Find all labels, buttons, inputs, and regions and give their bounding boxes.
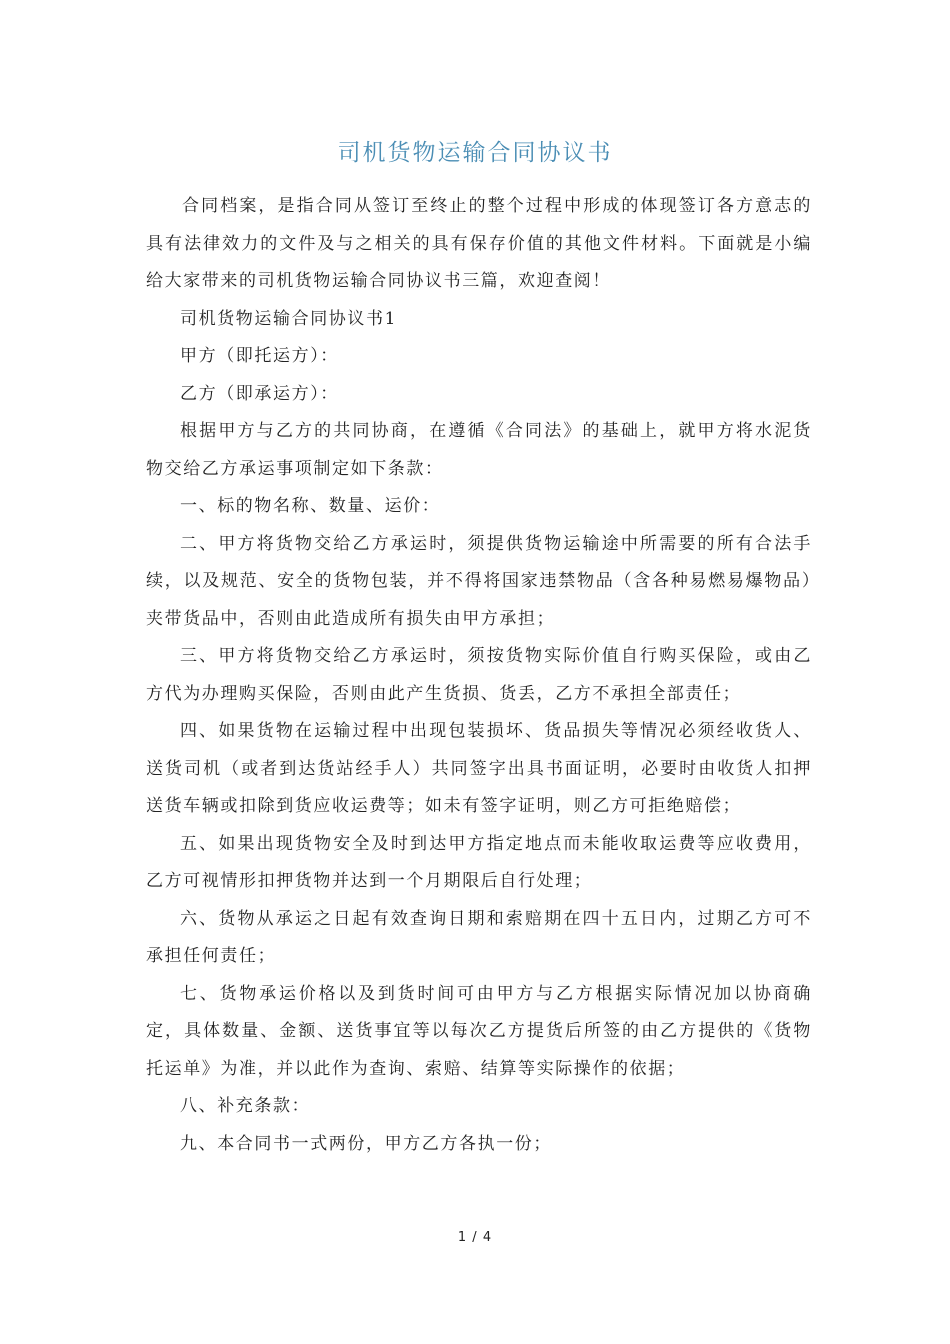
page-number: 1 / 4 (457, 1230, 493, 1245)
clause-2: 二、甲方将货物交给乙方承运时，须提供货物运输途中所需要的所有合法手续，以及规范、安全的货物包装，并不得将国家违禁物品（含各种易燃易爆物品）夹带货品中，否则由此造成所有损失由甲方承担； (146, 533, 812, 629)
clause-5: 五、如果出现货物安全及时到达甲方指定地点而未能收取运费等应收费用，乙方可视情形扣押货物并达到一个月期限后自行处理； (146, 833, 812, 891)
document-title: 司机货物运输合同协议书 (337, 140, 613, 166)
clause-3: 三、甲方将货物交给乙方承运时，须按货物实际价值自行购买保险，或由乙方代为办理购买保险，否则由此产生货损、货丢，乙方不承担全部责任； (146, 646, 812, 704)
document-body (146, 188, 812, 1163)
clause-1: 一、标的物名称、数量、运价： (180, 496, 441, 516)
clause-6: 六、货物从承运之日起有效查询日期和索赔期在四十五日内，过期乙方可不承担任何责任； (146, 908, 812, 966)
paragraph-preamble: 根据甲方与乙方的共同协商，在遵循《合同法》的基础上，就甲方将水泥货物交给乙方承运事项制定如下条款： (146, 421, 812, 479)
paragraph-party-a: 甲方（即托运方）： (180, 346, 339, 366)
clause-9: 九、本合同书一式两份，甲方乙方各执一份； (180, 1133, 552, 1154)
clause-7: 七、货物承运价格以及到货时间可由甲方与乙方根据实际情况加以协商确定，具体数量、金额、送货事宜等以每次乙方提货后所签的由乙方提供的《货物托运单》为准，并以此作为查询、索赔、结算等实际操作的依据； (146, 983, 812, 1079)
paragraph-intro: 合同档案，是指合同从签订至终止的整个过程中形成的体现签订各方意志的具有法律效力的文件及与之相关的具有保存价值的其他文件材料。下面就是小编给大家带来的司机货物运输合同协议书三篇，欢迎查阅！ (146, 196, 812, 291)
clause-8: 八、补充条款： (180, 1096, 311, 1116)
paragraph-subtitle: 司机货物运输合同协议书1 (180, 308, 398, 329)
paragraph-party-b: 乙方（即承运方）： (180, 383, 339, 404)
clause-4: 四、如果货物在运输过程中出现包装损坏、货品损失等情况必须经收货人、送货司机（或者到达货站经手人）共同签字出具书面证明，必要时由收货人扣押送货车辆或扣除到货应收运费等；如未有签字证明，则乙方可拒绝赔偿； (146, 721, 812, 816)
